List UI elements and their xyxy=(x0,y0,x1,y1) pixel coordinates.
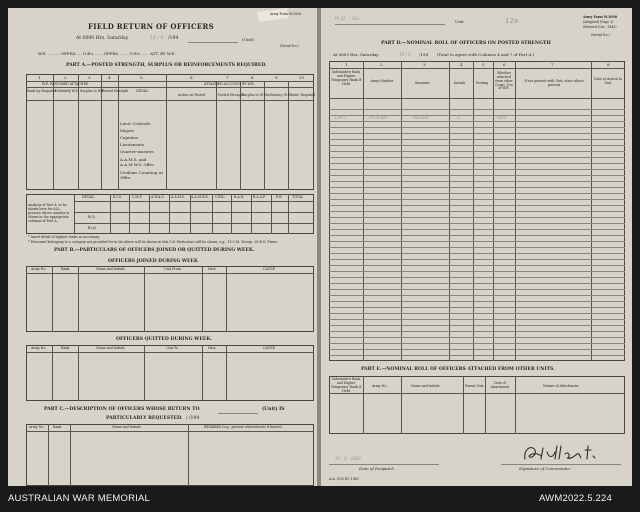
part-d-row-line xyxy=(329,295,625,296)
col-number-4: 4 xyxy=(108,75,111,80)
subhead-6: Action on Posted xyxy=(178,93,206,97)
rank-civilians: Civilians Counting as Offrs. xyxy=(120,170,164,180)
col-number-9: 9 xyxy=(275,75,278,80)
d-col-number-3: 3 xyxy=(423,62,426,67)
subhead-5: DETAIL xyxy=(136,89,149,93)
detail-header: DETAIL xyxy=(82,195,95,199)
despatch-date: 20 - 8 - 1943 xyxy=(335,456,361,461)
detail-col-awas: A.W.A.S. xyxy=(151,195,165,199)
col-number-10: 10 xyxy=(299,75,305,80)
part-d-row-line xyxy=(329,349,625,350)
detail-col-cmf: C.M.F. xyxy=(132,195,143,199)
part-d-row-line xyxy=(329,247,625,248)
part-d-row-line xyxy=(329,169,625,170)
part-d-row-line xyxy=(329,253,625,254)
footnote-1: * Insert detail of highest ranks as necessary. xyxy=(28,235,100,239)
e-col-parent: Parent Unit xyxy=(465,384,484,388)
form-title: FIELD RETURN OF OFFICERS xyxy=(88,22,214,31)
part-d-row-line xyxy=(329,241,625,242)
quitted-title: OFFICERS QUITTED DURING WEEK. xyxy=(116,337,212,342)
right-at-year: /194 xyxy=(419,52,428,57)
part-c-col-army-no: Army No. xyxy=(29,425,45,429)
left-form-page xyxy=(8,8,317,486)
col-number-1: 1 xyxy=(38,75,41,80)
part-d-row-line xyxy=(329,205,625,206)
part-c-date: / /194 xyxy=(186,416,200,421)
quitted-table xyxy=(26,345,314,401)
part-d-row-line xyxy=(329,157,625,158)
footer-institution: AUSTRALIAN WAR MEMORIAL xyxy=(8,493,151,504)
detail-col-total: TOTAL xyxy=(292,195,304,199)
detail-row-bii: B.(ii) xyxy=(88,226,96,230)
unit-label: (Unit) xyxy=(242,37,254,42)
col-number-3: 3 xyxy=(88,75,91,80)
quitted-col-army-no: Army No. xyxy=(31,346,47,350)
part-d-row-line xyxy=(329,355,625,356)
despatch-label: Date of Despatch xyxy=(359,466,394,471)
detail-col-ran: R.A.N. xyxy=(234,195,245,199)
part-d-row-line xyxy=(329,307,625,308)
part-d-row-line xyxy=(329,283,625,284)
part-d-row-line xyxy=(329,259,625,260)
part-d-row-line xyxy=(329,181,625,182)
d-col-number-4: 4 xyxy=(460,62,463,67)
part-d-row-line xyxy=(329,235,625,236)
part-d-row-line xyxy=(329,175,625,176)
subhead-4: Posted Strength xyxy=(102,89,129,93)
at-year: /194 xyxy=(168,36,179,41)
joined-col-name: Name and Initials xyxy=(96,267,125,271)
part-b-title: PART B.—PARTICULARS OF OFFICERS JOINED OR QUITTED DURING WEEK. xyxy=(54,248,255,253)
rank-quarter-masters: Quarter-masters xyxy=(120,149,154,154)
right-form-page xyxy=(321,8,632,486)
rank-captains: Captains xyxy=(120,135,138,140)
footer-reference: AWM2022.5.224 xyxy=(539,493,613,504)
d-head-rank: Substantive Rank and Higher Temporary Rank if Held xyxy=(330,70,362,86)
part-d-row-line xyxy=(329,121,625,122)
joined-col-unit: Unit From xyxy=(164,267,181,271)
d-col-number-7: 7 xyxy=(551,62,554,67)
right-serial-label: (Serial No.) xyxy=(591,33,610,37)
entry-army-number: VX76389 xyxy=(369,115,388,120)
e-col-nature: Nature of Attachment xyxy=(543,384,579,388)
joined-col-cause: CAUSE xyxy=(263,267,275,271)
subhead-8: Surplus to W.E. xyxy=(242,93,267,97)
part-d-row-line xyxy=(329,277,625,278)
detail-note: Analysis of Part A. to be shown here for ALL persons whose number is shown in the appropriate columns of Part A. xyxy=(28,203,70,223)
part-d-row-line xyxy=(329,229,625,230)
detail-col-rio: R.I.O. xyxy=(113,195,123,199)
detail-col-pw: P.W. xyxy=(276,195,283,199)
right-at-line: At 0600 Hrs. Saturday xyxy=(333,52,379,57)
joined-title: OFFICERS JOINED DURING WEEK xyxy=(108,259,199,264)
we-line: W.E. ......... OFFRS. ... O.R's ...... OFFRS. ...... O.R's ...... ATT. BY W.E. xyxy=(38,51,176,56)
quitted-col-cause: CAUSE xyxy=(263,346,275,350)
part-d-row-line xyxy=(329,301,625,302)
left-top-ref: Army Form W.3008 xyxy=(270,12,302,16)
d-head-attached: Whether attached from other Corps. Use of W.E. xyxy=(495,71,513,91)
subhead-2: Definitely W.E. xyxy=(55,89,79,93)
part-c-title: PART C.—DESCRIPTION OF OFFICERS WHOSE RETURN TO xyxy=(44,407,200,412)
d-col-number-6: 6 xyxy=(503,62,506,67)
part-e-title: PART E.—NOMINAL ROLL OF OFFICERS ATTACHED FROM OTHER UNITS. xyxy=(361,367,555,372)
part-d-row-line xyxy=(329,163,625,164)
d-head-army-number: Army Number xyxy=(370,79,394,83)
entry-surname: PULLEN xyxy=(413,115,429,120)
part-d-row-line xyxy=(329,151,625,152)
printer-note: A.A. (N.S.W.) 1943 xyxy=(329,477,359,481)
part-a-title: PART A.—POSTED STRENGTH, SURPLUS OR REINFORCEMENTS REQUIRED. xyxy=(66,63,267,68)
part-d-row-line xyxy=(329,313,625,314)
part-d-row-line xyxy=(329,343,625,344)
quitted-col-date: Date xyxy=(208,346,216,350)
top-handwriting: Pt 12 ... 12a xyxy=(335,16,360,21)
quitted-col-unit: Unit To xyxy=(166,346,178,350)
rank-aams: A.A.M.S. and A.A.M.W.S. Offrs. xyxy=(120,157,155,167)
d-head-initials: Initials xyxy=(454,81,466,85)
detail-col-raaf: R.A.A.F. xyxy=(253,195,266,199)
d-col-number-2: 2 xyxy=(380,62,383,67)
part-d-row-line xyxy=(329,193,625,194)
part-d-row-line xyxy=(329,145,625,146)
col-number-7: 7 xyxy=(226,75,229,80)
detail-row-bi: B.(i) xyxy=(88,215,95,219)
serial-label: (Serial No.) xyxy=(280,44,299,48)
part-d-row-line xyxy=(329,187,625,188)
rank-majors: Majors xyxy=(120,128,135,133)
right-unit-value: 12a xyxy=(505,17,519,25)
quitted-col-rank: Rank xyxy=(61,346,70,350)
joined-col-date: Date xyxy=(208,267,216,271)
part-d-row-line xyxy=(329,289,625,290)
d-head-surname: Surname xyxy=(415,81,430,85)
entry-rank: CAPT. xyxy=(335,115,347,120)
d-head-posting: Posting xyxy=(476,81,488,85)
col-number-5: 5 xyxy=(140,75,143,80)
part-d-row-line xyxy=(329,127,625,128)
part-d-row-line xyxy=(329,199,625,200)
detail-col-aams: A.A.M.S. xyxy=(171,195,185,199)
subhead-10: Reinf. Required xyxy=(290,93,316,97)
signature-text xyxy=(521,448,574,457)
e-col-army-no: Army No. xyxy=(372,384,388,388)
entry-initials: A. xyxy=(457,115,462,120)
unit-rule xyxy=(188,42,238,43)
entry-attached: Adm xyxy=(497,115,507,120)
d-col-number-5: 5 xyxy=(482,62,485,67)
d-col-number-8: 8 xyxy=(607,62,610,67)
part-c-col-remarks: REMARKS (e.g., present whereabouts if known) xyxy=(204,425,282,429)
detail-col-aamws: A.A.M.W.S. xyxy=(191,195,209,199)
subhead-1: Rank by Required xyxy=(27,89,57,93)
col-number-8: 8 xyxy=(251,75,254,80)
right-unit-label: Unit xyxy=(455,19,464,24)
subhead-7: Posted Strength xyxy=(218,93,245,97)
part-d-row-line xyxy=(329,217,625,218)
detail-col-civil: CIVIL. xyxy=(215,195,226,199)
part-d-row-line xyxy=(329,223,625,224)
part-d-row-line xyxy=(329,139,625,140)
part-c-unit-rule xyxy=(218,413,258,414)
form-ref-2: (Adapted) (Page 2) xyxy=(583,20,614,24)
part-d-title: PART D.—NOMINAL ROLL OF OFFICERS ON POSTED STRENGTH xyxy=(381,41,551,46)
part-c-col-rank: Rank xyxy=(53,425,62,429)
part-d-row-line xyxy=(329,133,625,134)
part-d-row-line xyxy=(329,109,625,110)
footnote-2: * Personnel belonging to a category not provided for in the above will be shown in this Col. Particulars will be shown, e.g., 19 C.M. Troops, 28 R.N. Ptrms. xyxy=(28,240,279,244)
part-d-row-line xyxy=(329,331,625,332)
attached-header: ATTACHED ACCOUNT BY W.E. xyxy=(204,82,255,86)
part-c-col-name: Name and Initials xyxy=(112,425,141,429)
e-col-rank: Substantive Rank and Higher Temporary Rank if Held xyxy=(330,377,362,393)
form-ref-3: (Revised Nov., 1943) xyxy=(583,25,617,29)
subhead-9: Deficiency W.E. xyxy=(266,93,291,97)
e-col-name: Name and Initials xyxy=(411,384,440,388)
part-d-row-line xyxy=(329,337,625,338)
d-head-date-arrival: Date of Arrival in Unit xyxy=(594,77,622,85)
joined-col-rank: Rank xyxy=(61,267,70,271)
right-at-date: 19 / 8 xyxy=(399,52,411,57)
form-ref-1: Army Form W.3008 xyxy=(583,15,617,19)
joined-table xyxy=(26,266,314,332)
rank-lieutenants: Lieutenants xyxy=(120,142,145,147)
part-c-title2: PARTICULARLY REQUESTED. xyxy=(106,416,183,421)
at-date-handwritten: 19 / 8 xyxy=(150,36,164,41)
part-d-row-line xyxy=(329,211,625,212)
part-d-row-line xyxy=(329,319,625,320)
d-head-where-present: If not present with Unit, state where present xyxy=(524,79,584,87)
signature-label: Signature of Commander xyxy=(519,466,571,471)
col-number-2: 2 xyxy=(64,75,67,80)
at-line: At 0600 Hrs. Saturday xyxy=(76,36,129,41)
part-c-unit: (Unit) IS xyxy=(262,407,285,412)
col-number-6: 6 xyxy=(190,75,193,80)
part-d-row-line xyxy=(329,265,625,266)
total-note: (Total to agree with Columns 4 and 7 of Part A.) xyxy=(437,52,535,57)
joined-col-army-no: Army No. xyxy=(31,267,47,271)
rank-lieut-colonels: Lieut.-Colonels xyxy=(120,121,151,126)
subhead-3: Surplus to W.E. xyxy=(80,89,105,93)
e-col-date: Date of Attachment xyxy=(490,381,510,389)
quitted-col-name: Name and Initials xyxy=(96,346,125,350)
d-col-number-1: 1 xyxy=(345,62,348,67)
part-d-row-line xyxy=(329,271,625,272)
part-d-row-line xyxy=(329,325,625,326)
we-header: W.E. REQUIRED ATTACHED xyxy=(42,82,89,86)
